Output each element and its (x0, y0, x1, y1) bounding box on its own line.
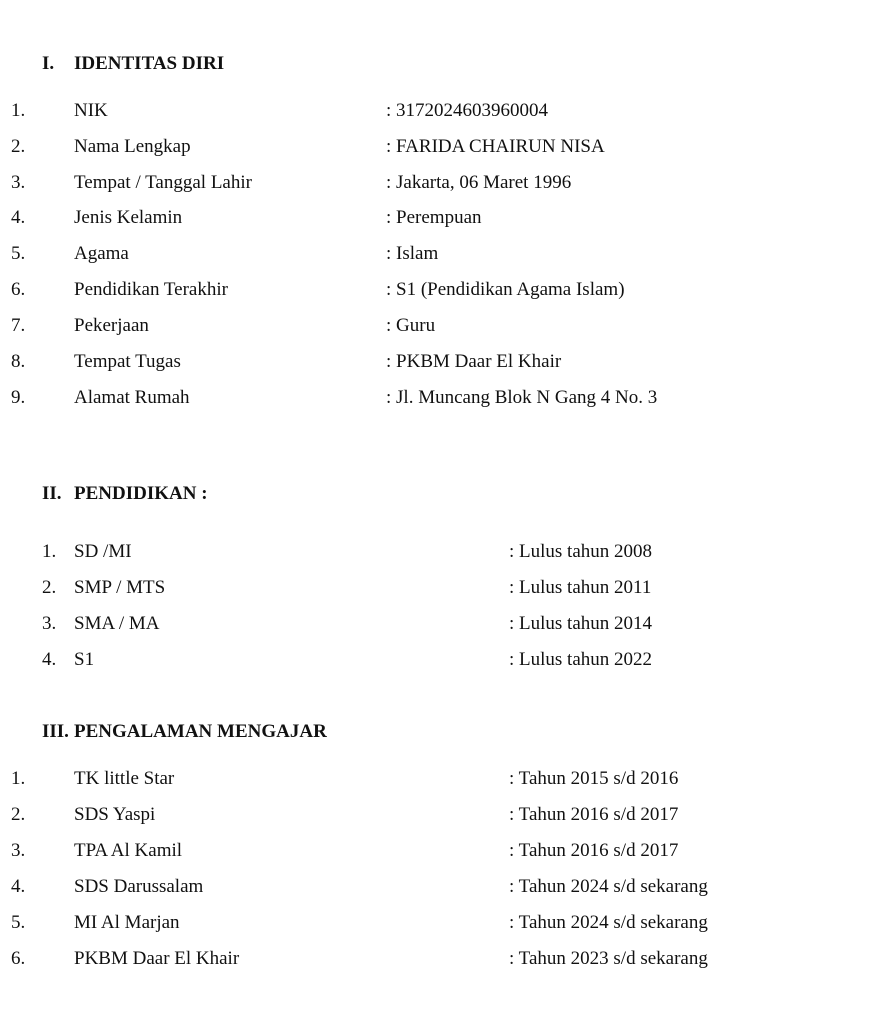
item-number: 3. (42, 613, 57, 634)
section-numeral: III. (42, 721, 69, 742)
field-label: MI Al Marjan (74, 912, 180, 933)
field-value: : Lulus tahun 2022 (509, 649, 653, 670)
item-number: 5. (11, 243, 26, 264)
field-value: : FARIDA CHAIRUN NISA (386, 136, 605, 157)
field-label: TPA Al Kamil (74, 840, 183, 861)
field-label: TK little Star (74, 768, 175, 789)
item-number: 9. (11, 387, 26, 408)
item-number: 1. (11, 100, 26, 121)
field-value: : 3172024603960004 (386, 100, 549, 121)
field-label: Pekerjaan (74, 315, 149, 336)
field-value: : Tahun 2015 s/d 2016 (509, 768, 679, 789)
item-number: 1. (42, 541, 57, 562)
field-value: : Guru (386, 315, 436, 336)
item-number: 4. (42, 649, 57, 670)
field-value: : Perempuan (386, 207, 482, 228)
item-number: 6. (11, 279, 26, 300)
field-label: Alamat Rumah (74, 387, 190, 408)
field-value: : Jl. Muncang Blok N Gang 4 No. 3 (386, 387, 658, 408)
field-value: : Jakarta, 06 Maret 1996 (386, 172, 572, 193)
field-value: : Islam (386, 243, 439, 264)
field-label: Agama (74, 243, 129, 264)
field-value: : Tahun 2024 s/d sekarang (509, 912, 708, 933)
item-number: 2. (11, 136, 26, 157)
section-title: IDENTITAS DIRI (74, 53, 225, 74)
field-value: : Tahun 2023 s/d sekarang (509, 948, 708, 969)
field-label: SMP / MTS (74, 577, 166, 598)
item-number: 2. (42, 577, 57, 598)
field-value: : Lulus tahun 2008 (509, 541, 653, 562)
field-label: Jenis Kelamin (74, 207, 183, 228)
field-label: SD /MI (74, 541, 132, 562)
field-label: Tempat Tugas (74, 351, 181, 372)
section-numeral: II. (42, 483, 62, 504)
field-label: SMA / MA (74, 613, 160, 634)
item-number: 5. (11, 912, 26, 933)
field-label: Pendidikan Terakhir (74, 279, 228, 300)
item-number: 1. (11, 768, 26, 789)
item-number: 2. (11, 804, 26, 825)
field-label: NIK (74, 100, 108, 121)
section-numeral: I. (42, 53, 55, 74)
item-number: 3. (11, 840, 26, 861)
section-title: PENGALAMAN MENGAJAR (74, 721, 327, 742)
field-label: PKBM Daar El Khair (74, 948, 240, 969)
item-number: 7. (11, 315, 26, 336)
item-number: 6. (11, 948, 26, 969)
item-number: 3. (11, 172, 26, 193)
field-value: : Lulus tahun 2014 (509, 613, 653, 634)
item-number: 4. (11, 207, 26, 228)
field-label: SDS Darussalam (74, 876, 204, 897)
field-label: Tempat / Tanggal Lahir (74, 172, 252, 193)
field-value: : Tahun 2016 s/d 2017 (509, 840, 679, 861)
field-value: : Tahun 2024 s/d sekarang (509, 876, 708, 897)
field-value: : S1 (Pendidikan Agama Islam) (386, 279, 625, 300)
field-value: : PKBM Daar El Khair (386, 351, 562, 372)
item-number: 8. (11, 351, 26, 372)
item-number: 4. (11, 876, 26, 897)
field-value: : Tahun 2016 s/d 2017 (509, 804, 679, 825)
field-value: : Lulus tahun 2011 (509, 577, 652, 598)
field-label: Nama Lengkap (74, 136, 191, 157)
field-label: S1 (74, 649, 95, 670)
section-title: PENDIDIKAN : (74, 483, 208, 504)
field-label: SDS Yaspi (74, 804, 156, 825)
